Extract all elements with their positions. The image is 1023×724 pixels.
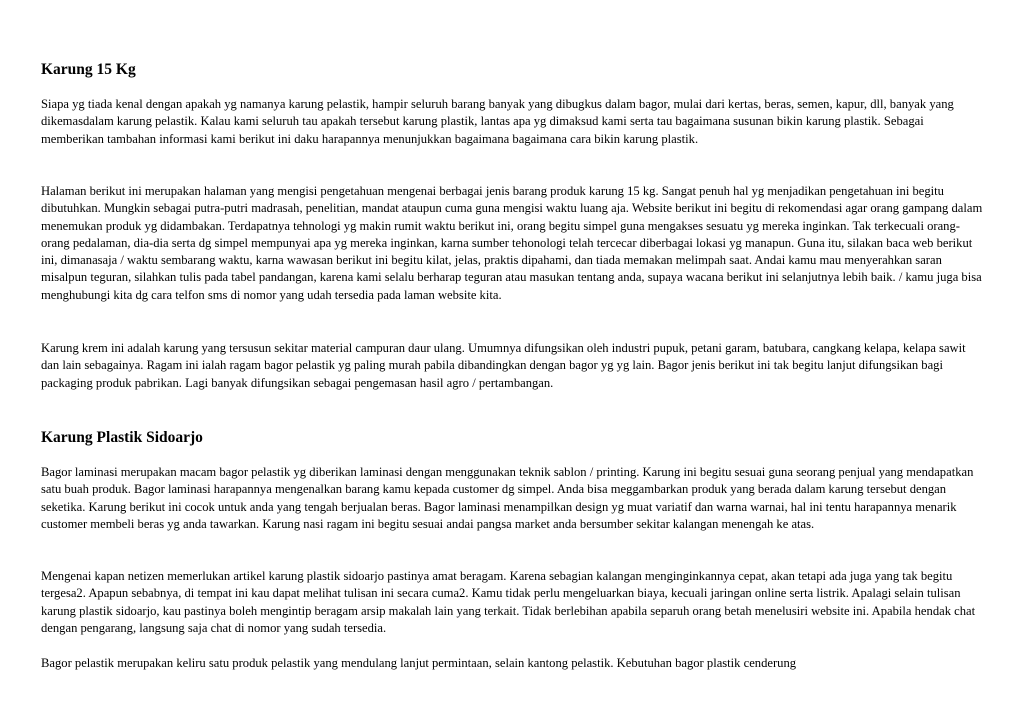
paragraph: Karung krem ini adalah karung yang tersusun sekitar material campuran daur ulang. Umumnya difungsikan oleh industri pupuk, petani garam, batubara, cangkang kelapa, kelapa sawit dan lain sebagainya. Ragam ini ialah ragam bagor pelastik yg paling murah pabila dibandingkan dengan bagor yg yg lain. Bagor jenis berikut ini tak begitu lanjut difungsikan bagi packaging produk pabrikan. Lagi banyak difungsikan sebagai pengemasan hasil agro / pertambangan.	[41, 341, 966, 390]
section-heading-karung-15-kg: Karung 15 Kg	[41, 61, 136, 78]
paragraph: Siapa yg tiada kenal dengan apakah yg namanya karung pelastik, hampir seluruh barang banyak yang dibugkus dalam bagor, mulai dari kertas, beras, semen, kapur, dll, banyak yang dikemasdalam karung pelastik. Kalau kami seluruh tau apakah tersebut karung plastik, lantas apa yg dimaksud kami serta tau bagaimana susunan bikin karung plastik. Sebagai memberikan tambahan informasi kami berikut ini daku harapannya menunjukkan bagaimana bagaimana cara bikin karung plastik.	[41, 97, 954, 146]
section-heading-karung-plastik-sidoarjo: Karung Plastik Sidoarjo	[41, 429, 203, 446]
paragraph: Halaman berikut ini merupakan halaman yang mengisi pengetahuan mengenai berbagai jenis barang produk karung 15 kg. Sangat penuh hal yg menjadikan pengetahuan ini begitu dibutuhkan. Mungkin sebagai putra-putri madrasah, penelitian, mandat ataupun cuma guna mengisi waktu luang aja. Website berikut ini begitu di rekomendasi agar orang gampang dalam menemukan produk yg didambakan. Terdapatnya tehnologi yg makin rumit waktu berikut ini, orang begitu simpel guna mengakses sesuatu yg mereka inginkan. Tak terkecuali orang-orang pedalaman, dia-dia serta dg simpel mempunyai apa yg mereka inginkan, karna sumber tehonologi telah tercecar diberbagai lokasi yg manapun. Guna itu, silakan baca web berikut ini, dimanasaja / waktu sembarang waktu, karna wawasan berikut ini begitu kilat, jelas, praktis dipahami, dan tiada memakan melimpah saat. Andai kamu mau menyerahkan saran misalpun teguran, silahkan tulis pada tabel pandangan, karena kami selalu berharap teguran atau masukan tentang anda, supaya wacana berikut ini selanjutnya lebih baik. / kamu juga bisa menghubungi kita dg cara telfon sms di nomor yang udah tersedia pada laman website kita.	[41, 184, 983, 302]
paragraph: Bagor laminasi merupakan macam bagor pelastik yg diberikan laminasi dengan menggunakan teknik sablon / printing. Karung ini begitu sesuai guna seorang penjual yang mendapatkan satu buah produk. Bagor laminasi harapannya mengenalkan barang kamu kepada customer dg simpel. Anda bisa meggambarkan produk yang berada dalam karung tersebut dengan seketika. Karung berikut ini cocok untuk anda yang tengah berjualan beras. Bagor laminasi menampilkan design yg muat variatif dan warna warnai, hal ini tentu harapannya menarik customer membeli beras yg anda tawarkan. Karung nasi ragam ini begitu sesuai andai pangsa market anda bersumber sekitar kalangan menengah ke atas.	[41, 465, 974, 531]
paragraph: Bagor pelastik merupakan keliru satu produk pelastik yang mendulang lanjut permintaan, selain kantong pelastik. Kebutuhan bagor plastik cenderung	[41, 656, 797, 670]
paragraph: Mengenai kapan netizen memerlukan artikel karung plastik sidoarjo pastinya amat beragam. Karena sebagian kalangan menginginkannya cepat, akan tetapi ada juga yang tak begitu tergesa2. Apapun sebabnya, di tempat ini kau dapat melihat tulisan ini secara cuma2. Kamu tidak perlu mengeluarkan biaya, kecuali jaringan online serta listrik. Apalagi selain tulisan karung plastik sidoarjo, kau pastinya boleh mengintip beragam arsip makalah lain yang terkait. Tidak berlebihan apabila separuh orang betah menelusiri website ini. Apabila hendak chat dengan pengarang, langsung saja chat di nomor yang sudah tersedia.	[41, 569, 976, 635]
